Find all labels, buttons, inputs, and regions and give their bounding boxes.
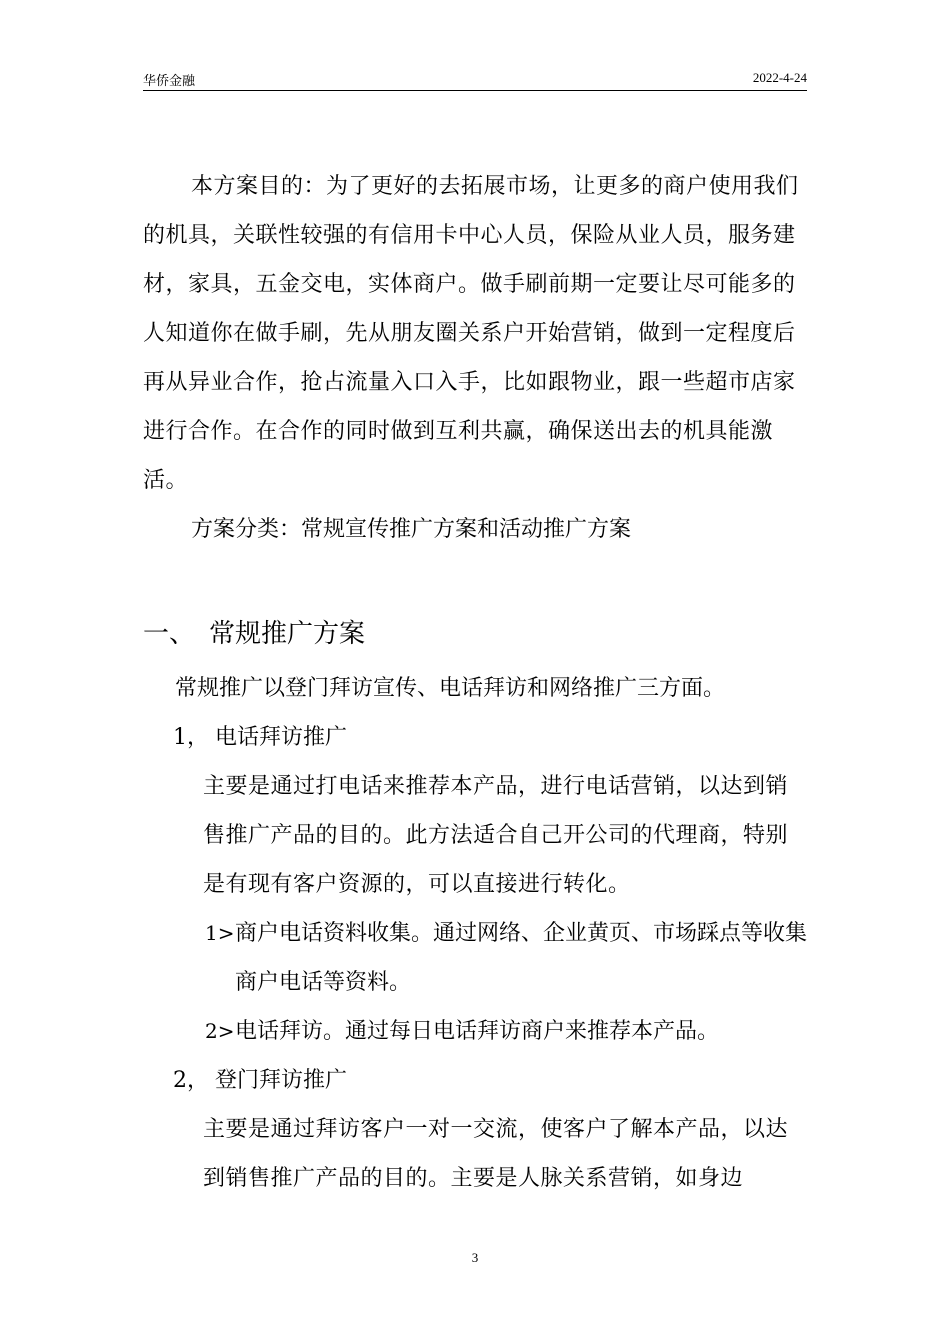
list-item-marker: 1> bbox=[205, 921, 235, 945]
list-item-text: 电话拜访。通过每日电话拜访商户来推荐本产品。 bbox=[235, 1019, 720, 1044]
intro-paragraph: 本方案目的：为了更好的去拓展市场，让更多的商户使用我们的机具，关联性较强的有信用卡中心人员，保险从业人员，服务建材，家具，五金交电，实体商户。做手刷前期一定要让尽可能多的人知道你在做手刷，先从朋友圈关系户开始营销，做到一定程度后再从异业合作，抢占流量入口入手，比如跟物业，跟一些超市店家进行合作。在合作的同时做到互利共赢，确保送出去的机具能激活。 bbox=[143, 174, 799, 493]
page-header bbox=[143, 70, 807, 91]
list-item bbox=[205, 909, 807, 1007]
subsection-heading-phone bbox=[173, 713, 807, 762]
list-item-marker: 2> bbox=[205, 1019, 235, 1043]
subsection-number: 1， bbox=[173, 725, 209, 750]
section-heading bbox=[143, 604, 807, 664]
section-number: 一、 bbox=[143, 619, 196, 649]
subsection-title: 电话拜访推广 bbox=[215, 725, 348, 750]
subsection-body-phone: 主要是通过打电话来推荐本产品，进行电话营销，以达到销售推广产品的目的。此方法适合自己开公司的代理商，特别是有现有客户资源的，可以直接进行转化。 bbox=[203, 774, 789, 897]
page-number: 3 bbox=[471, 1250, 479, 1265]
subsection-number: 2， bbox=[173, 1068, 209, 1093]
document-body bbox=[143, 162, 807, 1203]
header-company: 华侨金融 bbox=[143, 73, 196, 88]
list-item-text: 商户电话资料收集。通过网络、企业黄页、市场踩点等收集商户电话等资料。 bbox=[235, 921, 808, 995]
subsection-heading-visit bbox=[173, 1056, 807, 1105]
subsection-body-visit: 主要是通过拜访客户一对一交流，使客户了解本产品，以达到销售推广产品的目的。主要是人脉关系营销，如身边 bbox=[203, 1117, 789, 1191]
subsection-title: 登门拜访推广 bbox=[215, 1068, 348, 1093]
list-item bbox=[205, 1007, 807, 1056]
header-date: 2022-4-24 bbox=[752, 70, 807, 85]
section-intro: 常规推广以登门拜访宣传、电话拜访和网络推广三方面。 bbox=[175, 676, 726, 701]
section-title: 常规推广方案 bbox=[209, 619, 366, 649]
classification-paragraph: 方案分类：常规宣传推广方案和活动推广方案 bbox=[191, 517, 632, 542]
